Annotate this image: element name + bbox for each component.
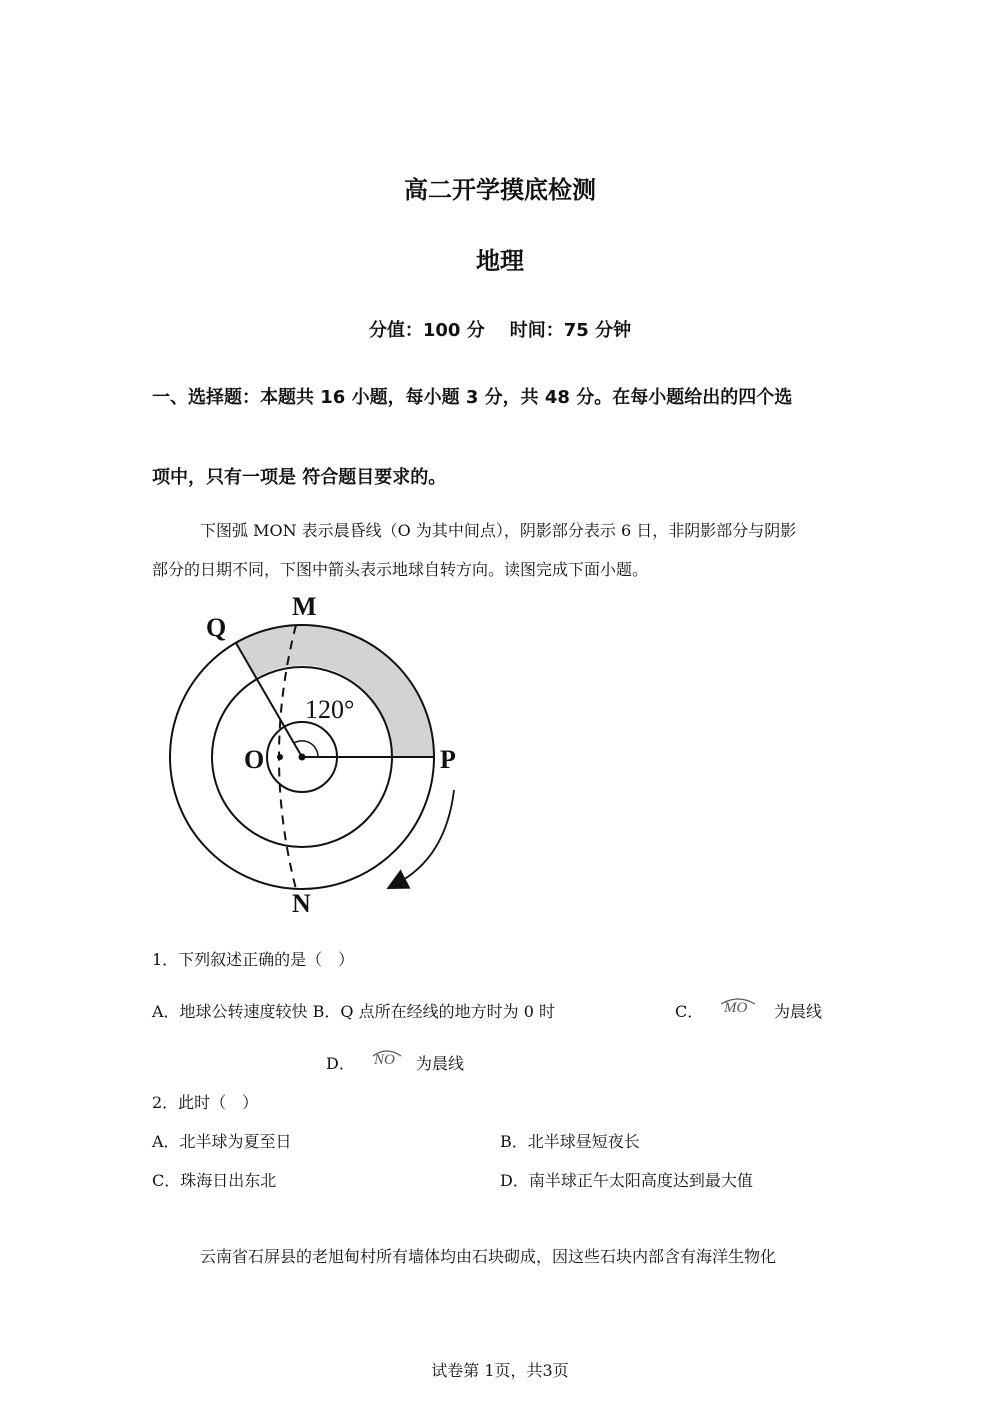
label-P: P (440, 745, 456, 774)
section-heading-line2: 项中，只有一项是 符合题目要求的。 (152, 467, 447, 488)
q2-option-a: A．北半球为夏至日 (152, 1132, 292, 1151)
q2-option-d: D．南半球正午太阳高度达到最大值 (500, 1171, 753, 1190)
q2-option-b: B．北半球昼短夜长 (500, 1132, 640, 1151)
point-O-dot (277, 754, 283, 760)
passage2-line1: 云南省石屏县的老旭甸村所有墙体均由石块砌成，因这些石块内部含有海洋生物化 (200, 1247, 777, 1266)
subject-title: 地理 (476, 247, 524, 275)
terminator-diagram (150, 590, 480, 920)
q1-option-c-suffix: 为晨线 (774, 1002, 823, 1021)
q1-option-d-arc (370, 1045, 404, 1073)
shaded-region (237, 626, 434, 757)
label-angle: 120° (305, 695, 355, 724)
q1-option-c-arc (718, 993, 758, 1021)
q1-option-d-prefix: D． (326, 1054, 355, 1073)
q2-option-c: C．珠海日出东北 (152, 1171, 277, 1190)
q1-option-d-arc-text: NO (374, 1052, 395, 1068)
q2-stem: 2．此时（ ） (152, 1093, 259, 1112)
passage1-line2: 部分的日期不同，下图中箭头表示地球自转方向。读图完成下面小题。 (152, 560, 649, 579)
page-footer: 试卷第 1页，共3页 (431, 1361, 569, 1380)
score-time: 分值：100 分 时间：75 分钟 (368, 320, 632, 341)
section-heading-line1: 一、选择题：本题共 16 小题，每小题 3 分，共 48 分。在每小题给出的四个选 (152, 387, 793, 408)
passage1-line1: 下图弧 MON 表示晨昏线（O 为其中间点），阴影部分表示 6 日，非阴影部分与阴影 (200, 521, 797, 540)
q1-stem: 1．下列叙述正确的是（ ） (152, 950, 355, 969)
label-Q: Q (206, 613, 227, 642)
q1-option-c-arc-text: MO (724, 1000, 748, 1016)
label-N: N (292, 889, 311, 918)
exam-title: 高二开学摸底检测 (404, 176, 596, 204)
label-M: M (292, 592, 317, 621)
q1-options-ab: A．地球公转速度较快 B．Q 点所在经线的地方时为 0 时 (152, 1002, 555, 1021)
center-dot (299, 754, 306, 761)
q1-option-c-prefix: C． (675, 1002, 704, 1021)
label-O: O (244, 745, 265, 774)
q1-option-d-suffix: 为晨线 (416, 1054, 465, 1073)
